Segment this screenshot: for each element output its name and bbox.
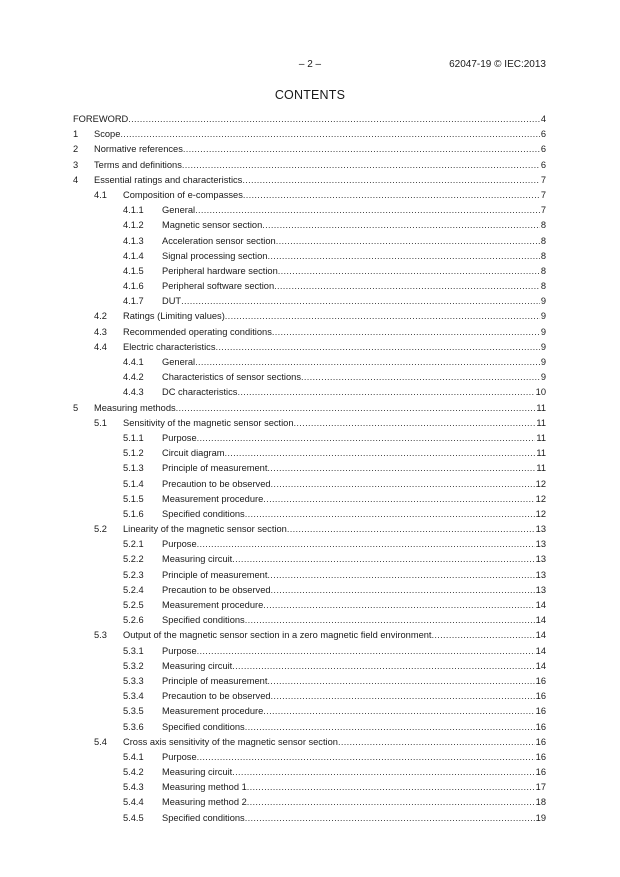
toc-entry[interactable]: [73, 279, 546, 294]
toc-entry-title: Linearity of the magnetic sensor section: [123, 524, 287, 535]
toc-entry-title: Essential ratings and characteristics: [94, 174, 243, 185]
toc-entry[interactable]: [73, 294, 546, 309]
toc-entry-page: 6: [540, 159, 546, 170]
toc-entry-page: 9: [540, 326, 546, 337]
toc-entry-title: Specified conditions: [162, 508, 245, 519]
toc-entry-number: 5.2.6: [123, 615, 144, 626]
toc-entry[interactable]: [73, 416, 546, 431]
dot-leader: [263, 598, 534, 613]
toc-entry-number: 5.2.2: [123, 554, 144, 565]
toc-entry[interactable]: [73, 340, 546, 355]
toc-entry-number: 4.4.1: [123, 357, 144, 367]
dot-leader: [245, 720, 535, 735]
toc-entry-title: Peripheral hardware section: [162, 265, 278, 276]
toc-entry-number: 3: [73, 159, 79, 170]
toc-entry-number: 4.1.2: [123, 220, 144, 231]
dot-leader: [274, 279, 540, 294]
toc-entry-page: 6: [540, 144, 546, 155]
dot-leader: [182, 158, 540, 173]
toc-entry[interactable]: [73, 583, 546, 598]
toc-entry-title: DUT: [162, 296, 182, 307]
toc-entry-title: General: [162, 357, 196, 367]
toc-entry-number: 5.3.4: [123, 691, 144, 702]
toc-entry[interactable]: [73, 537, 546, 552]
dot-leader: [120, 127, 539, 142]
toc-entry-page: 16: [535, 706, 546, 717]
toc-entry-page: 13: [535, 569, 546, 580]
table-of-contents: [73, 112, 546, 826]
toc-entry-page: 9: [540, 341, 546, 352]
toc-entry[interactable]: [73, 644, 546, 659]
toc-entry-title: DC characteristics: [162, 387, 238, 398]
toc-entry[interactable]: [73, 522, 546, 537]
toc-entry-number: 4.1.3: [123, 235, 144, 246]
toc-entry[interactable]: [73, 446, 546, 461]
dot-leader: [195, 203, 540, 218]
toc-entry-title: Measurement procedure: [162, 706, 264, 717]
toc-entry-number: 5.2.1: [123, 539, 144, 550]
toc-entry[interactable]: [73, 112, 546, 127]
toc-entry-title: Specified conditions: [162, 721, 245, 732]
dot-leader: [197, 431, 536, 446]
toc-entry[interactable]: [73, 613, 546, 628]
toc-entry[interactable]: [73, 355, 546, 370]
toc-entry-page: 9: [540, 311, 546, 322]
toc-entry[interactable]: [73, 370, 546, 385]
toc-entry-page: 9: [540, 372, 546, 383]
toc-entry-title: Specified conditions: [162, 615, 245, 626]
toc-entry-page: 19: [535, 812, 546, 823]
toc-entry-number: 4.3: [94, 326, 107, 337]
toc-entry-title: Principle of measurement: [162, 675, 268, 686]
toc-entry-number: 4.2: [94, 311, 107, 322]
dot-leader: [271, 583, 535, 598]
toc-entry[interactable]: [73, 461, 546, 476]
toc-entry-page: 7: [540, 189, 546, 200]
toc-entry-number: 5.1.4: [123, 478, 144, 489]
toc-entry-page: 9: [540, 296, 546, 307]
toc-entry-page: 14: [535, 630, 546, 641]
dot-leader: [287, 522, 535, 537]
toc-entry-title: Measuring circuit: [162, 554, 233, 565]
toc-entry-page: 16: [535, 675, 546, 686]
toc-entry-number: 5.4.3: [123, 782, 144, 793]
dot-leader: [263, 492, 534, 507]
toc-entry-page: 12: [535, 493, 546, 504]
dot-leader: [197, 750, 535, 765]
toc-entry[interactable]: [73, 735, 546, 750]
toc-entry-page: 16: [535, 736, 546, 747]
toc-entry-number: 5.3.6: [123, 721, 144, 732]
dot-leader: [245, 811, 535, 826]
toc-entry[interactable]: [73, 674, 546, 689]
toc-entry-title: Purpose: [162, 539, 197, 550]
dot-leader: [247, 780, 535, 795]
toc-entry-number: 4.4.3: [123, 387, 144, 398]
toc-entry-title: Signal processing section: [162, 250, 268, 261]
toc-entry-title: Precaution to be observed: [162, 691, 271, 702]
toc-entry-number: 5.2.5: [123, 600, 144, 610]
toc-entry-page: 11: [536, 432, 546, 443]
toc-entry[interactable]: [73, 552, 546, 567]
dot-leader: [432, 628, 535, 643]
dot-leader: [267, 568, 534, 583]
toc-entry[interactable]: [73, 477, 546, 492]
toc-entry[interactable]: [73, 234, 546, 249]
toc-entry-number: 5.4.5: [123, 812, 144, 823]
toc-entry[interactable]: [73, 795, 546, 810]
toc-entry-page: 16: [535, 767, 546, 778]
document-reference: 62047-19 © IEC:2013: [449, 59, 546, 70]
toc-entry[interactable]: [73, 249, 546, 264]
toc-entry-number: 5.2.3: [123, 569, 144, 580]
toc-entry[interactable]: [73, 401, 546, 416]
toc-entry-number: 5.3.3: [123, 675, 144, 686]
toc-entry-title: Precaution to be observed: [162, 584, 271, 595]
toc-entry-number: 5.1.1: [123, 432, 144, 443]
toc-entry-page: 14: [535, 615, 546, 626]
toc-entry-number: 5.4.1: [123, 751, 144, 762]
toc-entry[interactable]: [73, 780, 546, 795]
toc-entry-number: 4.4.2: [123, 372, 144, 383]
dot-leader: [215, 340, 539, 355]
toc-entry-title: Measuring method 1: [162, 782, 247, 793]
dot-leader: [176, 401, 536, 416]
toc-entry[interactable]: [73, 309, 546, 324]
toc-entry-title: Acceleration sensor section: [162, 235, 276, 246]
toc-entry-number: 2: [73, 144, 79, 155]
toc-entry-title: FOREWORD: [73, 114, 129, 124]
toc-entry[interactable]: [73, 385, 546, 400]
toc-entry-title: Cross axis sensitivity of the magnetic sensor section: [123, 736, 338, 747]
toc-entry-number: 4.1.4: [123, 250, 144, 261]
toc-entry-page: 11: [536, 463, 546, 474]
toc-entry-number: 5.3.1: [123, 645, 144, 656]
toc-entry-page: 11: [536, 448, 546, 459]
dot-leader: [225, 309, 540, 324]
toc-entry-page: 8: [540, 220, 546, 231]
toc-entry-title: Characteristics of sensor sections: [162, 372, 301, 383]
toc-entry-page: 8: [540, 265, 546, 276]
toc-entry-title: Measuring methods: [94, 402, 176, 413]
dot-leader: [262, 218, 540, 233]
toc-entry-title: Sensitivity of the magnetic sensor section: [123, 417, 294, 428]
dot-leader: [271, 477, 535, 492]
toc-entry[interactable]: [73, 431, 546, 446]
toc-entry[interactable]: [73, 689, 546, 704]
dot-leader: [276, 234, 540, 249]
toc-entry-page: 9: [540, 357, 546, 367]
toc-entry[interactable]: [73, 492, 546, 507]
toc-entry-number: 5.2.4: [123, 584, 144, 595]
dot-leader: [197, 644, 535, 659]
toc-entry[interactable]: [73, 264, 546, 279]
toc-entry-title: Purpose: [162, 751, 197, 762]
dot-leader: [247, 795, 535, 810]
toc-entry-title: Principle of measurement: [162, 463, 268, 474]
toc-entry[interactable]: [73, 218, 546, 233]
toc-entry-page: 4: [540, 114, 546, 124]
toc-entry-title: Ratings (Limiting values): [123, 311, 225, 322]
dot-leader: [301, 370, 540, 385]
toc-entry[interactable]: [73, 142, 546, 157]
toc-entry-title: Purpose: [162, 432, 197, 443]
toc-entry-number: 5.4.4: [123, 797, 144, 808]
toc-entry[interactable]: [73, 628, 546, 643]
toc-entry-page: 16: [535, 721, 546, 732]
toc-entry-number: 5.3.5: [123, 706, 144, 717]
toc-entry-page: 13: [535, 539, 546, 550]
toc-entry[interactable]: [73, 720, 546, 735]
dot-leader: [271, 689, 535, 704]
dot-leader: [232, 552, 534, 567]
toc-entry-number: 5.4.2: [123, 767, 144, 778]
toc-entry[interactable]: [73, 507, 546, 522]
toc-entry-title: Measuring circuit: [162, 767, 233, 778]
toc-entry[interactable]: [73, 203, 546, 218]
toc-entry[interactable]: [73, 659, 546, 674]
toc-entry-number: 4.1: [94, 189, 107, 200]
toc-entry-page: 8: [540, 281, 546, 292]
dot-leader: [128, 112, 540, 127]
toc-entry-page: 16: [535, 691, 546, 702]
dot-leader: [267, 674, 534, 689]
toc-entry-title: Principle of measurement: [162, 569, 268, 580]
toc-entry-page: 11: [536, 417, 546, 428]
toc-entry-page: 14: [535, 645, 546, 656]
dot-leader: [232, 659, 534, 674]
toc-entry-page: 10: [535, 387, 546, 398]
toc-entry[interactable]: [73, 765, 546, 780]
toc-entry-title: Magnetic sensor section: [162, 220, 263, 231]
toc-entry-title: Measurement procedure: [162, 600, 264, 610]
dot-leader: [267, 249, 539, 264]
toc-entry-title: Specified conditions: [162, 812, 245, 823]
toc-entry-title: Output of the magnetic sensor section in a zero magnetic field environment: [123, 630, 432, 641]
toc-entry-number: 5.1.5: [123, 493, 144, 504]
dot-leader: [294, 416, 536, 431]
toc-entry[interactable]: [73, 325, 546, 340]
toc-entry-title: Purpose: [162, 645, 197, 656]
dot-leader: [183, 142, 540, 157]
toc-entry-number: 5.3.2: [123, 660, 144, 671]
toc-entry-number: 4.1.6: [123, 281, 144, 292]
dot-leader: [232, 765, 534, 780]
dot-leader: [338, 735, 535, 750]
toc-entry[interactable]: [73, 188, 546, 203]
contents-title: CONTENTS: [274, 88, 346, 102]
page-number: – 2 –: [298, 59, 322, 70]
toc-entry-number: 5.1.3: [123, 463, 144, 474]
toc-entry-page: 8: [540, 250, 546, 261]
dot-leader: [243, 188, 540, 203]
dot-leader: [242, 173, 540, 188]
toc-entry-page: 8: [540, 235, 546, 246]
dot-leader: [263, 704, 534, 719]
toc-entry-page: 13: [535, 584, 546, 595]
toc-entry-title: Composition of e-compasses: [123, 189, 243, 200]
toc-entry-number: 5.1.6: [123, 508, 144, 519]
dot-leader: [225, 446, 536, 461]
toc-entry-title: Measuring method 2: [162, 797, 247, 808]
toc-entry-number: 4.1.1: [123, 205, 144, 216]
toc-entry-title: Normative references: [94, 144, 183, 155]
toc-entry-title: General: [162, 205, 196, 216]
toc-entry-title: Measurement procedure: [162, 493, 264, 504]
toc-entry-page: 7: [540, 174, 546, 185]
toc-entry-number: 5.1.2: [123, 448, 144, 459]
toc-entry-number: 4.4: [94, 341, 107, 352]
toc-entry-number: 4: [73, 174, 79, 185]
toc-entry-number: 5.1: [94, 417, 107, 428]
dot-leader: [197, 537, 535, 552]
dot-leader: [278, 264, 540, 279]
toc-entry-title: Measuring circuit: [162, 660, 233, 671]
toc-entry-title: Peripheral software section: [162, 281, 275, 292]
toc-entry[interactable]: [73, 127, 546, 142]
dot-leader: [267, 461, 535, 476]
toc-entry-number: 4.1.5: [123, 265, 144, 276]
toc-entry-page: 6: [540, 129, 546, 140]
toc-entry[interactable]: [73, 811, 546, 826]
toc-entry[interactable]: [73, 173, 546, 188]
toc-entry-page: 16: [535, 751, 546, 762]
toc-entry-page: 12: [535, 478, 546, 489]
toc-entry-page: 13: [535, 554, 546, 565]
toc-entry-title: Scope: [94, 129, 121, 140]
dot-leader: [237, 385, 534, 400]
toc-entry-number: 1: [73, 129, 79, 140]
toc-entry-title: Recommended operating conditions: [123, 326, 272, 337]
toc-entry-page: 14: [535, 600, 546, 610]
toc-entry-title: Electric characteristics: [123, 341, 216, 352]
toc-entry-page: 18: [535, 797, 546, 808]
toc-entry-page: 7: [540, 205, 546, 216]
toc-entry[interactable]: [73, 704, 546, 719]
toc-entry[interactable]: [73, 158, 546, 173]
toc-entry[interactable]: [73, 750, 546, 765]
toc-entry-page: 17: [535, 782, 546, 793]
toc-entry-page: 12: [535, 508, 546, 519]
toc-entry-page: 14: [535, 660, 546, 671]
toc-entry-title: Terms and definitions: [94, 159, 182, 170]
toc-entry-title: Precaution to be observed: [162, 478, 271, 489]
dot-leader: [195, 355, 540, 370]
toc-entry-number: 5: [73, 402, 79, 413]
dot-leader: [181, 294, 540, 309]
toc-entry-number: 5.2: [94, 524, 107, 535]
toc-entry[interactable]: [73, 598, 546, 613]
dot-leader: [245, 613, 535, 628]
toc-entry-number: 5.3: [94, 630, 107, 641]
dot-leader: [272, 325, 540, 340]
dot-leader: [245, 507, 535, 522]
toc-entry-title: Circuit diagram: [162, 448, 225, 459]
toc-entry-page: 13: [535, 524, 546, 535]
toc-entry-number: 5.4: [94, 736, 107, 747]
toc-entry[interactable]: [73, 568, 546, 583]
toc-entry-number: 4.1.7: [123, 296, 144, 307]
toc-entry-page: 11: [536, 402, 546, 413]
